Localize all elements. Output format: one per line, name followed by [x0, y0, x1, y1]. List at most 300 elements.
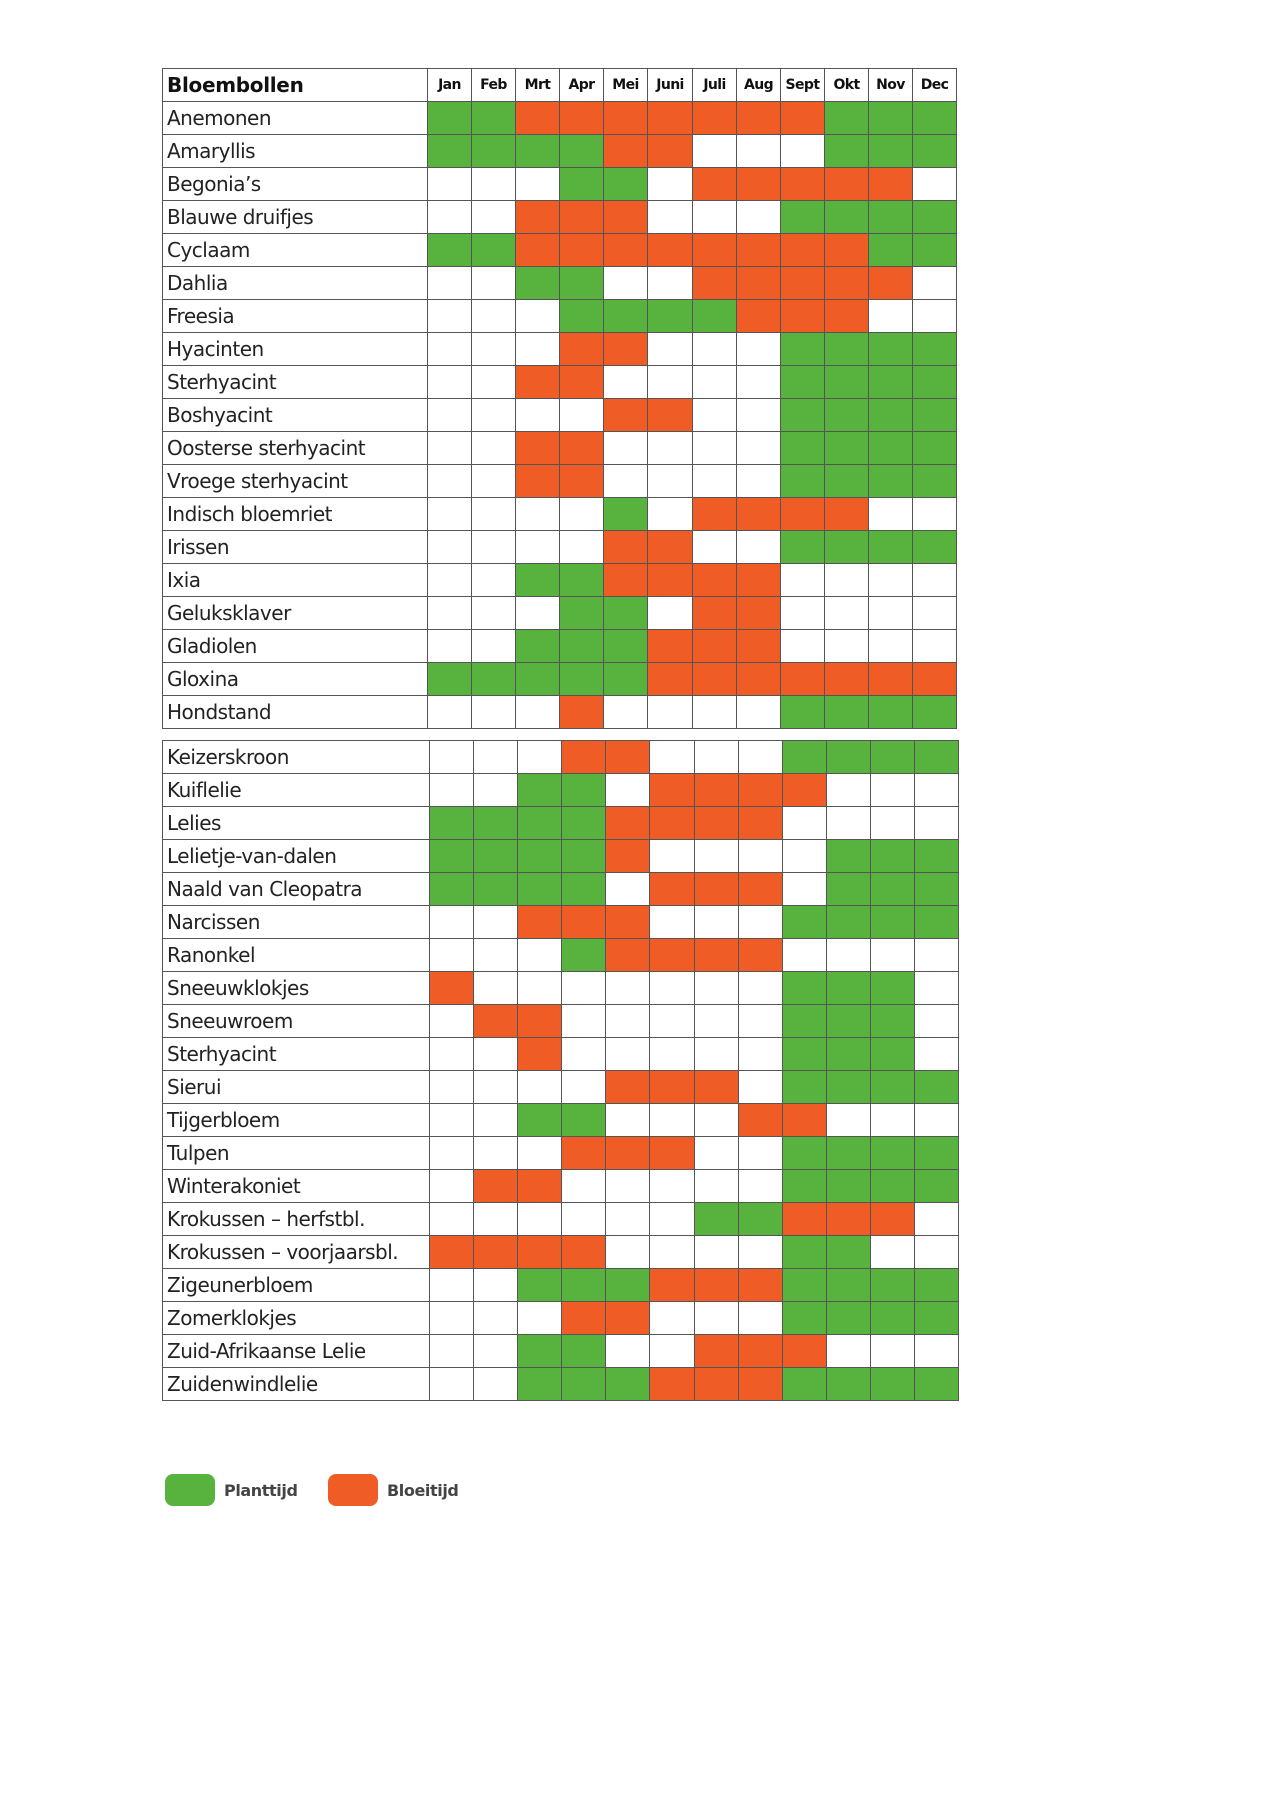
- month-cell-sept-plant: [781, 399, 825, 432]
- month-cell-feb-plant: [474, 840, 518, 873]
- month-cell-feb-empty: [474, 1335, 518, 1368]
- month-cell-juni-bloom: [648, 234, 693, 267]
- month-cell-mrt-plant: [518, 1335, 562, 1368]
- month-cell-juli-bloom: [693, 498, 737, 531]
- month-cell-mei-bloom: [606, 906, 650, 939]
- month-cell-dec-empty: [915, 939, 959, 972]
- month-cell-juni-empty: [650, 1104, 695, 1137]
- month-cell-nov-plant: [871, 1269, 915, 1302]
- bulb-name: Kuiflelie: [163, 774, 430, 807]
- month-cell-juli-empty: [695, 1137, 739, 1170]
- bulb-name: Geluksklaver: [163, 597, 428, 630]
- legend-item-plant: [165, 1474, 298, 1506]
- month-cell-dec-plant: [915, 840, 959, 873]
- month-cell-feb-empty: [472, 630, 516, 663]
- month-cell-dec-plant: [913, 135, 957, 168]
- month-cell-jan-empty: [430, 1071, 474, 1104]
- month-cell-nov-bloom: [869, 663, 913, 696]
- month-cell-mrt-plant: [518, 807, 562, 840]
- table-row: [163, 300, 957, 333]
- month-cell-sept-plant: [781, 333, 825, 366]
- month-header-aug: Aug: [737, 69, 781, 102]
- month-cell-juli-bloom: [695, 1071, 739, 1104]
- month-cell-aug-bloom: [737, 300, 781, 333]
- month-cell-nov-plant: [869, 366, 913, 399]
- legend-label-bloom: Bloeitijd: [387, 1480, 459, 1500]
- bulb-name: Anemonen: [163, 102, 428, 135]
- month-cell-okt-plant: [825, 531, 869, 564]
- month-cell-mrt-bloom: [516, 234, 560, 267]
- month-cell-mei-empty: [606, 1170, 650, 1203]
- table-row: [163, 135, 957, 168]
- month-cell-aug-empty: [737, 333, 781, 366]
- month-cell-aug-empty: [737, 531, 781, 564]
- month-cell-mrt-empty: [516, 333, 560, 366]
- bulb-name: Hondstand: [163, 696, 428, 729]
- month-cell-apr-bloom: [562, 741, 606, 774]
- month-cell-sept-plant: [783, 1302, 827, 1335]
- table-row: [163, 807, 959, 840]
- month-cell-jan-empty: [430, 906, 474, 939]
- month-cell-jan-empty: [430, 1038, 474, 1071]
- month-cell-dec-plant: [915, 741, 959, 774]
- bulb-name: Krokussen – voorjaarsbl.: [163, 1236, 430, 1269]
- month-cell-mrt-empty: [518, 939, 562, 972]
- month-cell-apr-bloom: [560, 696, 604, 729]
- month-cell-apr-plant: [562, 1368, 606, 1401]
- month-cell-apr-plant: [560, 267, 604, 300]
- month-cell-okt-empty: [827, 939, 871, 972]
- planting-table-part-2: [162, 740, 959, 1401]
- month-cell-feb-plant: [474, 807, 518, 840]
- month-cell-mei-bloom: [606, 1137, 650, 1170]
- month-cell-nov-bloom: [871, 1203, 915, 1236]
- month-cell-aug-empty: [737, 201, 781, 234]
- month-cell-aug-empty: [739, 972, 783, 1005]
- bulb-name: Cyclaam: [163, 234, 428, 267]
- month-cell-mrt-empty: [516, 696, 560, 729]
- month-cell-juli-bloom: [695, 1368, 739, 1401]
- month-cell-dec-plant: [915, 1368, 959, 1401]
- month-cell-dec-empty: [915, 1236, 959, 1269]
- month-cell-juli-bloom: [695, 807, 739, 840]
- month-cell-nov-empty: [869, 564, 913, 597]
- month-cell-mei-plant: [604, 663, 648, 696]
- bulb-name: Begonia’s: [163, 168, 428, 201]
- month-cell-juni-bloom: [648, 399, 693, 432]
- month-cell-okt-plant: [827, 906, 871, 939]
- month-cell-aug-bloom: [739, 807, 783, 840]
- month-cell-jan-empty: [430, 1302, 474, 1335]
- month-cell-juli-empty: [695, 1302, 739, 1335]
- month-cell-sept-plant: [781, 432, 825, 465]
- bulb-name: Zuid-Afrikaanse Lelie: [163, 1335, 430, 1368]
- month-header-juli: Juli: [693, 69, 737, 102]
- month-cell-sept-bloom: [781, 234, 825, 267]
- month-cell-apr-plant: [562, 1104, 606, 1137]
- month-cell-jan-empty: [428, 498, 472, 531]
- month-cell-sept-bloom: [781, 267, 825, 300]
- table-row: [163, 399, 957, 432]
- month-cell-feb-empty: [474, 1137, 518, 1170]
- bulb-name: Zuidenwindlelie: [163, 1368, 430, 1401]
- month-cell-sept-plant: [781, 465, 825, 498]
- month-cell-mei-plant: [606, 1269, 650, 1302]
- month-cell-sept-plant: [783, 1137, 827, 1170]
- table-row: [163, 597, 957, 630]
- month-cell-apr-plant: [560, 630, 604, 663]
- month-cell-sept-bloom: [781, 498, 825, 531]
- month-cell-apr-plant: [560, 168, 604, 201]
- month-cell-aug-bloom: [737, 168, 781, 201]
- month-cell-jan-empty: [428, 399, 472, 432]
- month-cell-apr-bloom: [562, 1137, 606, 1170]
- month-cell-juli-empty: [693, 432, 737, 465]
- month-cell-sept-bloom: [781, 102, 825, 135]
- legend-swatch-bloom: [328, 1474, 378, 1506]
- month-cell-mrt-plant: [516, 663, 560, 696]
- month-cell-jan-plant: [430, 807, 474, 840]
- month-cell-juli-bloom: [693, 597, 737, 630]
- table-row: [163, 696, 957, 729]
- table-row: [163, 1005, 959, 1038]
- month-cell-nov-empty: [871, 1104, 915, 1137]
- month-cell-juni-bloom: [648, 102, 693, 135]
- month-cell-mrt-bloom: [516, 366, 560, 399]
- month-cell-feb-bloom: [474, 1170, 518, 1203]
- month-cell-aug-bloom: [737, 630, 781, 663]
- month-cell-nov-plant: [869, 465, 913, 498]
- month-cell-mei-plant: [604, 300, 648, 333]
- month-cell-aug-empty: [739, 1005, 783, 1038]
- month-cell-juli-bloom: [695, 939, 739, 972]
- month-cell-dec-empty: [913, 498, 957, 531]
- month-cell-okt-plant: [825, 399, 869, 432]
- month-cell-sept-bloom: [783, 1104, 827, 1137]
- month-cell-juni-empty: [648, 333, 693, 366]
- month-cell-jan-empty: [428, 630, 472, 663]
- month-cell-nov-empty: [871, 774, 915, 807]
- month-cell-okt-plant: [825, 366, 869, 399]
- month-header-dec: Dec: [913, 69, 957, 102]
- month-cell-aug-bloom: [739, 1104, 783, 1137]
- month-cell-apr-bloom: [560, 465, 604, 498]
- month-cell-juli-bloom: [693, 102, 737, 135]
- month-cell-jan-empty: [428, 597, 472, 630]
- month-cell-mei-empty: [606, 1203, 650, 1236]
- month-cell-dec-plant: [913, 201, 957, 234]
- month-cell-mei-bloom: [606, 741, 650, 774]
- month-cell-apr-empty: [562, 1170, 606, 1203]
- month-cell-sept-plant: [783, 1038, 827, 1071]
- table-row: [163, 1170, 959, 1203]
- legend-label-plant: Planttijd: [224, 1480, 298, 1500]
- month-cell-feb-empty: [472, 168, 516, 201]
- month-cell-dec-plant: [915, 906, 959, 939]
- bulb-name: Indisch bloemriet: [163, 498, 428, 531]
- month-cell-nov-plant: [871, 1038, 915, 1071]
- month-cell-apr-bloom: [560, 432, 604, 465]
- month-cell-okt-empty: [827, 1335, 871, 1368]
- month-cell-aug-bloom: [737, 498, 781, 531]
- month-cell-dec-plant: [913, 465, 957, 498]
- month-cell-sept-plant: [783, 1071, 827, 1104]
- month-cell-juli-bloom: [693, 630, 737, 663]
- month-cell-dec-empty: [913, 267, 957, 300]
- month-cell-juli-empty: [695, 1236, 739, 1269]
- month-cell-apr-plant: [560, 300, 604, 333]
- month-cell-aug-bloom: [737, 663, 781, 696]
- month-cell-nov-bloom: [869, 168, 913, 201]
- month-cell-juli-empty: [693, 531, 737, 564]
- month-cell-aug-empty: [737, 399, 781, 432]
- month-cell-nov-empty: [869, 300, 913, 333]
- month-cell-sept-empty: [781, 597, 825, 630]
- month-cell-feb-empty: [474, 741, 518, 774]
- month-cell-feb-bloom: [474, 1005, 518, 1038]
- month-cell-jan-empty: [430, 774, 474, 807]
- month-cell-sept-plant: [783, 1170, 827, 1203]
- month-cell-mei-plant: [606, 1368, 650, 1401]
- month-cell-dec-empty: [915, 1038, 959, 1071]
- month-cell-juli-empty: [693, 399, 737, 432]
- month-cell-feb-plant: [472, 234, 516, 267]
- month-cell-okt-plant: [825, 201, 869, 234]
- month-cell-okt-empty: [827, 807, 871, 840]
- month-cell-nov-plant: [871, 1005, 915, 1038]
- month-cell-okt-plant: [825, 135, 869, 168]
- month-cell-sept-empty: [783, 939, 827, 972]
- month-cell-mei-empty: [606, 1005, 650, 1038]
- table-row: [163, 1335, 959, 1368]
- month-cell-juni-bloom: [650, 1368, 695, 1401]
- month-cell-mei-empty: [606, 1335, 650, 1368]
- month-cell-apr-plant: [560, 135, 604, 168]
- bulb-name: Ranonkel: [163, 939, 430, 972]
- month-cell-aug-bloom: [737, 102, 781, 135]
- month-header-okt: Okt: [825, 69, 869, 102]
- month-cell-jan-plant: [428, 663, 472, 696]
- month-cell-nov-plant: [871, 1137, 915, 1170]
- month-cell-jan-empty: [430, 1005, 474, 1038]
- month-cell-mrt-empty: [516, 498, 560, 531]
- month-cell-jan-empty: [428, 696, 472, 729]
- month-cell-nov-plant: [869, 696, 913, 729]
- month-cell-jan-plant: [428, 234, 472, 267]
- month-cell-juli-empty: [693, 333, 737, 366]
- bulb-name: Boshyacint: [163, 399, 428, 432]
- table-row: [163, 366, 957, 399]
- month-cell-juli-bloom: [693, 663, 737, 696]
- month-cell-jan-empty: [428, 432, 472, 465]
- month-cell-sept-plant: [783, 1005, 827, 1038]
- bulb-name: Tijgerbloem: [163, 1104, 430, 1137]
- month-cell-apr-plant: [560, 663, 604, 696]
- month-cell-mei-bloom: [606, 807, 650, 840]
- month-cell-jan-empty: [428, 267, 472, 300]
- month-cell-mrt-bloom: [516, 465, 560, 498]
- month-cell-mrt-bloom: [516, 102, 560, 135]
- month-cell-apr-bloom: [560, 234, 604, 267]
- month-cell-dec-plant: [915, 1137, 959, 1170]
- table-row: [163, 1038, 959, 1071]
- month-cell-nov-plant: [869, 399, 913, 432]
- month-cell-feb-empty: [472, 201, 516, 234]
- month-cell-okt-empty: [825, 564, 869, 597]
- month-cell-juli-bloom: [693, 168, 737, 201]
- month-cell-jan-plant: [430, 840, 474, 873]
- bulb-name: Zomerklokjes: [163, 1302, 430, 1335]
- table-row: [163, 564, 957, 597]
- month-cell-juni-empty: [648, 432, 693, 465]
- table-row: [163, 1269, 959, 1302]
- month-cell-nov-plant: [869, 135, 913, 168]
- month-cell-nov-plant: [871, 840, 915, 873]
- month-cell-aug-empty: [739, 1038, 783, 1071]
- table-row: [163, 201, 957, 234]
- month-cell-mrt-empty: [518, 1071, 562, 1104]
- month-cell-juli-bloom: [695, 1269, 739, 1302]
- month-cell-apr-plant: [562, 873, 606, 906]
- month-cell-feb-empty: [472, 267, 516, 300]
- table-row: [163, 267, 957, 300]
- month-cell-apr-plant: [560, 564, 604, 597]
- month-cell-mei-bloom: [606, 1071, 650, 1104]
- month-cell-feb-empty: [474, 972, 518, 1005]
- month-cell-juni-bloom: [650, 1269, 695, 1302]
- month-cell-nov-empty: [869, 630, 913, 663]
- month-cell-mrt-plant: [516, 564, 560, 597]
- table-row: [163, 432, 957, 465]
- month-header-juni: Juni: [648, 69, 693, 102]
- month-cell-jan-empty: [428, 201, 472, 234]
- month-cell-feb-bloom: [474, 1236, 518, 1269]
- month-cell-dec-empty: [915, 972, 959, 1005]
- month-cell-juni-bloom: [650, 873, 695, 906]
- month-cell-juni-bloom: [648, 564, 693, 597]
- month-cell-juni-bloom: [648, 135, 693, 168]
- month-cell-aug-bloom: [739, 939, 783, 972]
- table-row: [163, 1236, 959, 1269]
- month-cell-dec-plant: [913, 102, 957, 135]
- month-cell-mei-bloom: [606, 1302, 650, 1335]
- month-cell-apr-plant: [562, 840, 606, 873]
- month-cell-mrt-empty: [516, 399, 560, 432]
- month-cell-okt-plant: [827, 1368, 871, 1401]
- month-cell-juni-bloom: [650, 1137, 695, 1170]
- month-cell-sept-empty: [783, 873, 827, 906]
- planting-table-part-1: [162, 68, 957, 729]
- month-cell-feb-empty: [474, 939, 518, 972]
- month-cell-mei-bloom: [604, 234, 648, 267]
- month-cell-juli-empty: [695, 1005, 739, 1038]
- month-cell-feb-plant: [472, 102, 516, 135]
- table-row: [163, 234, 957, 267]
- month-cell-juni-empty: [650, 1203, 695, 1236]
- month-cell-jan-empty: [428, 168, 472, 201]
- month-cell-jan-empty: [430, 1137, 474, 1170]
- month-cell-dec-plant: [915, 1071, 959, 1104]
- month-cell-aug-bloom: [739, 774, 783, 807]
- month-cell-mrt-bloom: [518, 906, 562, 939]
- month-cell-juli-empty: [695, 972, 739, 1005]
- month-cell-feb-empty: [474, 1071, 518, 1104]
- month-cell-dec-empty: [915, 807, 959, 840]
- month-cell-nov-plant: [871, 1170, 915, 1203]
- table-row: [163, 498, 957, 531]
- month-cell-okt-plant: [825, 432, 869, 465]
- month-cell-sept-bloom: [783, 1335, 827, 1368]
- month-cell-sept-plant: [783, 741, 827, 774]
- month-cell-mei-empty: [604, 432, 648, 465]
- month-cell-apr-plant: [560, 597, 604, 630]
- bulb-name: Lelietje-van-dalen: [163, 840, 430, 873]
- month-cell-juli-empty: [693, 201, 737, 234]
- month-cell-sept-plant: [781, 696, 825, 729]
- month-cell-aug-empty: [737, 465, 781, 498]
- month-cell-mei-plant: [604, 630, 648, 663]
- month-cell-juni-empty: [650, 840, 695, 873]
- month-cell-okt-bloom: [825, 234, 869, 267]
- month-cell-juni-bloom: [650, 774, 695, 807]
- month-cell-jan-empty: [430, 1170, 474, 1203]
- month-cell-mei-bloom: [606, 939, 650, 972]
- month-cell-feb-empty: [474, 1302, 518, 1335]
- month-cell-apr-bloom: [560, 102, 604, 135]
- month-cell-aug-empty: [739, 1137, 783, 1170]
- month-cell-mei-bloom: [604, 135, 648, 168]
- bulb-name: Sneeuwroem: [163, 1005, 430, 1038]
- month-cell-mrt-empty: [518, 972, 562, 1005]
- month-cell-aug-bloom: [739, 1269, 783, 1302]
- month-cell-jan-empty: [430, 1203, 474, 1236]
- table-row: [163, 906, 959, 939]
- month-cell-nov-plant: [869, 432, 913, 465]
- month-cell-dec-empty: [915, 1335, 959, 1368]
- bulb-name: Gladiolen: [163, 630, 428, 663]
- month-cell-sept-plant: [783, 1269, 827, 1302]
- month-cell-juni-empty: [650, 972, 695, 1005]
- month-cell-dec-empty: [915, 1005, 959, 1038]
- month-header-mei: Mei: [604, 69, 648, 102]
- month-cell-mei-empty: [604, 366, 648, 399]
- month-cell-sept-plant: [783, 1236, 827, 1269]
- bulb-name: Keizerskroon: [163, 741, 430, 774]
- month-cell-dec-empty: [913, 597, 957, 630]
- month-cell-juni-empty: [648, 696, 693, 729]
- month-cell-feb-empty: [472, 432, 516, 465]
- month-cell-jan-empty: [428, 333, 472, 366]
- month-cell-apr-empty: [560, 399, 604, 432]
- month-cell-okt-bloom: [825, 267, 869, 300]
- month-cell-apr-plant: [562, 1335, 606, 1368]
- month-cell-aug-empty: [739, 906, 783, 939]
- month-cell-dec-empty: [913, 564, 957, 597]
- table-row: [163, 1071, 959, 1104]
- month-cell-feb-plant: [472, 135, 516, 168]
- month-cell-jan-empty: [428, 564, 472, 597]
- month-cell-mei-empty: [604, 465, 648, 498]
- month-cell-aug-bloom: [737, 597, 781, 630]
- month-cell-jan-empty: [430, 1368, 474, 1401]
- month-cell-mrt-bloom: [518, 1236, 562, 1269]
- month-cell-nov-plant: [869, 201, 913, 234]
- month-cell-aug-empty: [739, 1071, 783, 1104]
- month-cell-jan-empty: [430, 1104, 474, 1137]
- month-cell-nov-empty: [871, 807, 915, 840]
- month-cell-juli-bloom: [695, 873, 739, 906]
- month-cell-juni-empty: [650, 1302, 695, 1335]
